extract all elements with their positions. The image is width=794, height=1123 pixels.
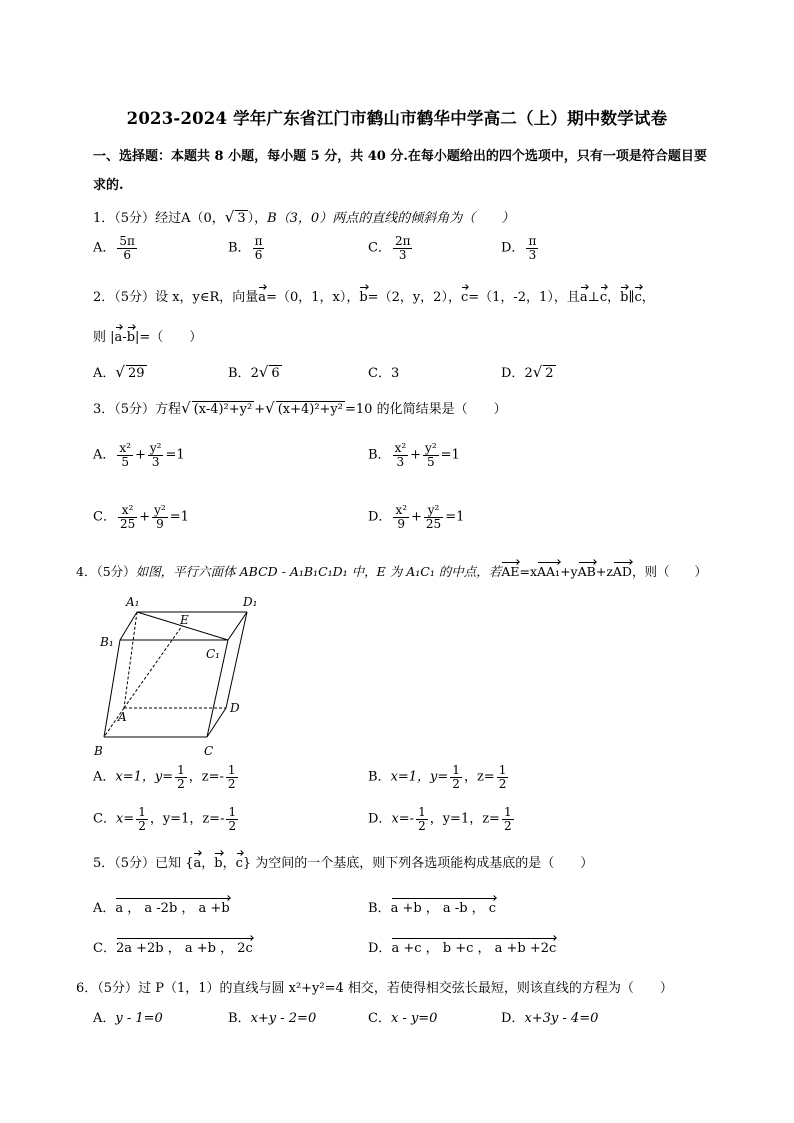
label-b: B — [94, 744, 103, 758]
q1-option-d[interactable]: D． $\frac{\pi}{3}$ — [501, 234, 537, 262]
q4-option-c[interactable]: C．x= $\frac{1}{2}$ ，y=1，z=- $\frac{1}{2}$ — [93, 805, 237, 833]
q5-option-d[interactable]: D．a +c ， b +c ， a +b +2c — [368, 936, 556, 956]
q6-option-c[interactable]: C．x - y=0 — [368, 1011, 438, 1026]
q5-option-a[interactable]: A．a ， a -2b ， a +b — [93, 896, 230, 916]
parallelepiped-figure — [92, 590, 272, 762]
q4-option-b[interactable]: B．x=1，y= $\frac{1}{2}$ ，z= $\frac{1}{2}$ — [368, 763, 507, 791]
section-header: 一、选择题：本题共 8 小题，每小题 5 分，共 40 分.在每小题给出的四个选项中，只有一项是符合题目要 — [93, 149, 707, 164]
q3-option-c[interactable]: C． $\frac{\text{x²}}{25}$ + $\frac{\text{y²}}{9}$ =1 — [93, 503, 189, 531]
q6-option-a[interactable]: A．y - 1=0 — [93, 1011, 163, 1026]
q2-option-c[interactable]: C．3 — [368, 366, 400, 381]
label-d1: D₁ — [243, 595, 258, 609]
label-e: E — [180, 613, 189, 627]
question-2-cont: 则 |a-b|=（ ） — [93, 325, 202, 345]
q5-option-b[interactable]: B．a +b ， a -b ， c — [368, 896, 496, 916]
label-c: C — [204, 744, 214, 758]
question-3: 3．（5分）方程√ (x-4)²+y² +√ (x+4)²+y² =10 的化简结果是（ ） — [93, 399, 507, 417]
label-a: A — [118, 710, 127, 724]
q3-option-d[interactable]: D． $\frac{\text{x²}}{9}$ + $\frac{\text{y²}}{25}$ =1 — [368, 503, 465, 531]
q1-option-c[interactable]: C． $\frac{2\pi}{3}$ — [368, 234, 411, 262]
q3-option-a[interactable]: A． $\frac{\text{x²}}{5}$ + $\frac{\text{y²}}{3}$ =1 — [93, 441, 185, 469]
question-4: 4．（5分）如图，平行六面体 ABCD - A₁B₁C₁D₁ 中，E 为 A₁C₁ 的中点，若AE=xAA₁+yAB+zAD，则（ ） — [76, 560, 707, 580]
label-d: D — [230, 701, 240, 715]
q4-option-d[interactable]: D．x=- $\frac{1}{2}$ ，y=1，z= $\frac{1}{2}$ — [368, 805, 512, 833]
question-2: 2．（5分）设 x，y∈R，向量a=（0，1，x），b=（2，y，2），c=（1，-2，1），且a⊥c，b∥c， — [93, 285, 655, 305]
q1-option-b[interactable]: B． $\frac{\pi}{6}$ — [228, 234, 263, 262]
q5-option-c[interactable]: C．2a +2b ， a +b ， 2c — [93, 936, 253, 956]
question-6: 6．（5分）过 P（1，1）的直线与圆 x²+y²=4 相交，若使得相交弦长最短，则该直线的方程为（ ） — [76, 981, 673, 996]
label-a1: A₁ — [126, 595, 140, 609]
q2-option-d[interactable]: D．2√ 2 — [501, 363, 554, 381]
q3-option-b[interactable]: B． $\frac{\text{x²}}{3}$ + $\frac{\text{y²}}{5}$ =1 — [368, 441, 460, 469]
section-header-cont: 求的. — [93, 178, 124, 193]
question-5: 5．（5分）已知 {a，b，c} 为空间的一个基底，则下列各选项能构成基底的是（ ） — [93, 851, 593, 871]
q6-option-d[interactable]: D．x+3y - 4=0 — [501, 1011, 599, 1026]
question-1: 1．（5分）经过A（0，√ 3 ），B（3，0）两点的直线的倾斜角为（ ） — [93, 208, 515, 226]
q1-option-a[interactable]: A． $\frac{5\pi}{6}$ — [93, 234, 135, 262]
label-b1: B₁ — [100, 635, 114, 649]
label-c1: C₁ — [206, 647, 220, 661]
q6-option-b[interactable]: B．x+y - 2=0 — [228, 1011, 317, 1026]
q2-option-b[interactable]: B．2√ 6 — [228, 363, 280, 381]
page-title: 2023-2024 学年广东省江门市鹤山市鹤华中学高二（上）期中数学试卷 — [126, 109, 668, 128]
q2-option-a[interactable]: A．√ 29 — [93, 363, 145, 381]
q4-option-a[interactable]: A．x=1，y= $\frac{1}{2}$ ，z=- $\frac{1}{2}$ — [93, 763, 236, 791]
